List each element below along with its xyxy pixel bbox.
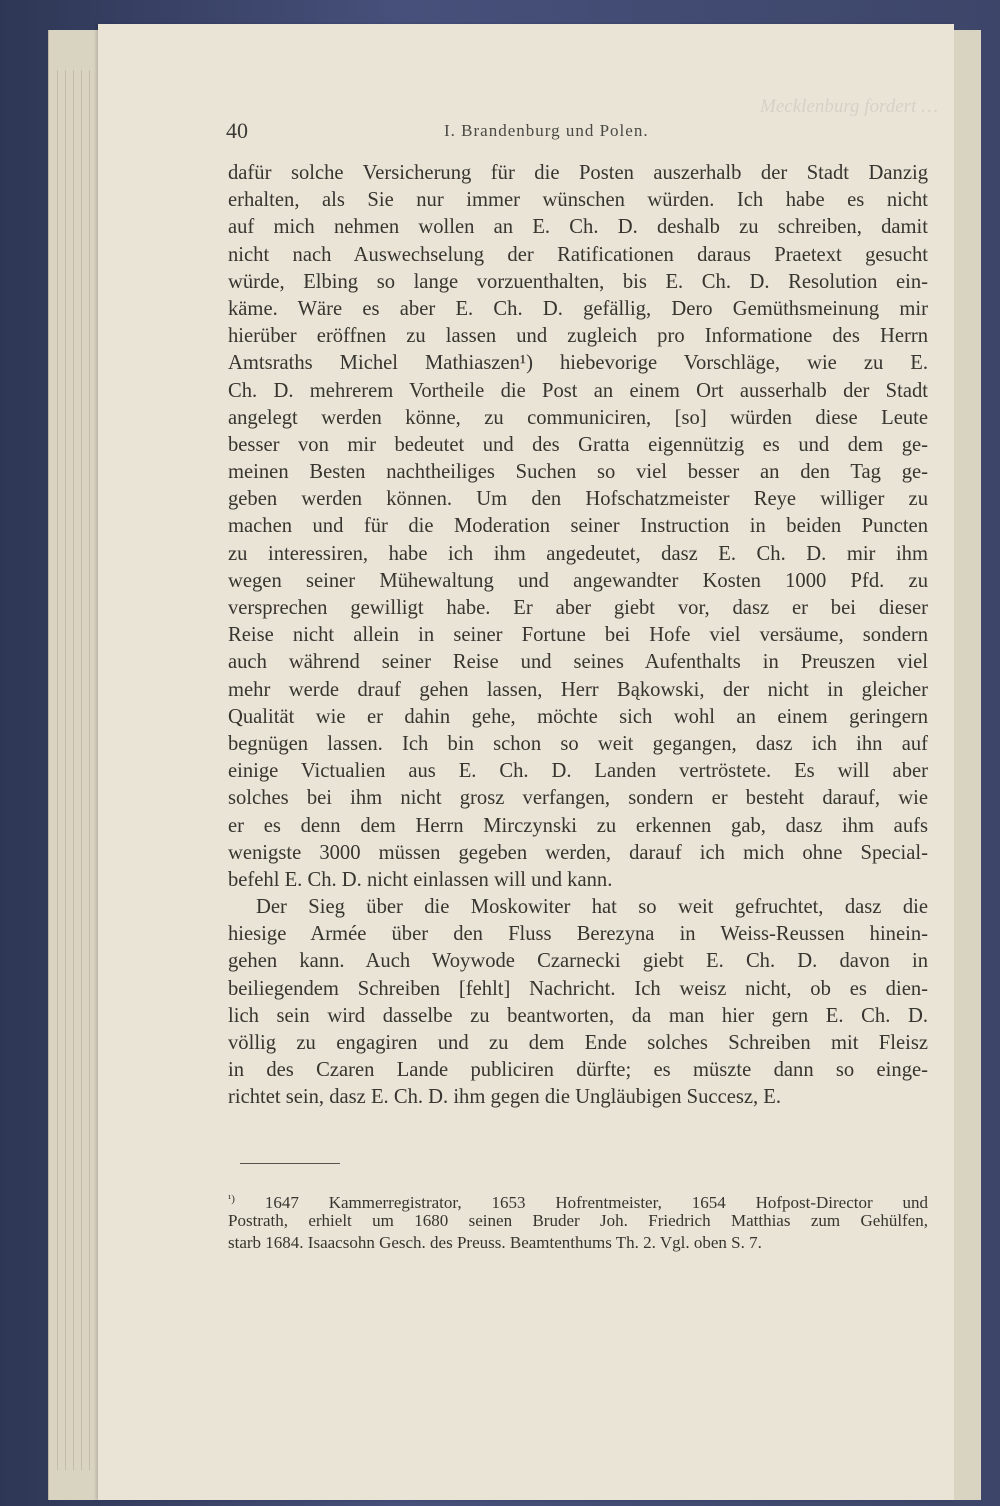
body-line: hierüber eröffnen zu lassen und zugleich pro Informatione des Herrn bbox=[228, 325, 928, 348]
body-line: gehen kann. Auch Woywode Czarnecki giebt E. Ch. D. davon in bbox=[228, 950, 928, 973]
body-line: zu interessiren, habe ich ihm angedeutet, dasz E. Ch. D. mir ihm bbox=[228, 542, 928, 565]
body-line: würde, Elbing so lange vorzuenthalten, bis E. Ch. D. Resolution ein- bbox=[228, 270, 928, 293]
body-line: begnügen lassen. Ich bin schon so weit gegangen, dasz ich ihn auf bbox=[228, 732, 928, 755]
body-line: käme. Wäre es aber E. Ch. D. gefällig, Dero Gemüthsmeinung mir bbox=[228, 297, 928, 320]
body-line: auf mich nehmen wollen an E. Ch. D. deshalb zu schreiben, damit bbox=[228, 216, 928, 239]
running-head: I. Brandenburg und Polen. bbox=[444, 121, 649, 140]
body-line: dafür solche Versicherung für die Posten auszerhalb der Stadt Danzig bbox=[228, 162, 928, 184]
footnote-rule bbox=[240, 1163, 340, 1164]
footnote-line: Postrath, erhielt um 1680 seinen Bruder Joh. Friedrich Matthias zum Gehülfen, bbox=[228, 1211, 928, 1230]
footnote-line: $^{^1)}$ 1647 Kammerregistrator, 1653 Hofrentmeister, 1654 Hofpost-Director und bbox=[228, 1193, 929, 1212]
page-header bbox=[226, 118, 946, 158]
body-line: Der Sieg über die Moskowiter hat so weit gefruchtet, dasz die bbox=[256, 896, 928, 919]
body-text bbox=[228, 160, 928, 1112]
footnote bbox=[228, 1188, 928, 1254]
body-line: lich sein wird dasselbe zu beantworten, da man hier gern E. Ch. D. bbox=[228, 1004, 928, 1027]
body-line: machen und für die Moderation seiner Instruction in beiden Puncten bbox=[228, 515, 928, 538]
body-line: er es denn dem Herrn Mirczynski zu erkennen gab, dasz ihm aufs bbox=[228, 814, 928, 837]
body-line: besser von mir bedeutet und des Gratta eigennützig es und dem ge- bbox=[228, 433, 928, 456]
body-line: hiesige Armée über den Fluss Berezyna in Weiss-Reussen hinein- bbox=[228, 923, 928, 946]
body-line: nicht nach Auswechselung der Ratificationen daraus Praetext gesucht bbox=[228, 243, 928, 266]
body-line: versprechen gewilligt habe. Er aber giebt vor, dasz er bei dieser bbox=[228, 597, 928, 619]
body-line: erhalten, als Sie nur immer wünschen würden. Ich habe es nicht bbox=[228, 189, 928, 212]
body-line: angelegt werden könne, zu communiciren, [so] würden diese Leute bbox=[228, 406, 928, 429]
body-line: richtet sein, dasz E. Ch. D. ihm gegen die Ungläubigen Succesz, E. bbox=[228, 1086, 782, 1109]
body-line: wegen seiner Mühewaltung und angewandter Kosten 1000 Pfd. zu bbox=[228, 569, 928, 592]
body-line: Ch. D. mehrerem Vortheile die Post an einem Ort ausserhalb der Stadt bbox=[228, 379, 928, 402]
body-line: geben werden können. Um den Hofschatzmeister Reye williger zu bbox=[228, 488, 928, 511]
body-line: Reise nicht allein in seiner Fortune bei Hofe viel versäume, sondern bbox=[228, 624, 928, 647]
body-line: völlig zu engagiren und zu dem Ende solches Schreiben mit Fleisz bbox=[228, 1032, 928, 1054]
body-line: Qualität wie er dahin gehe, möchte sich wohl an einem geringern bbox=[228, 705, 928, 728]
body-line: in des Czaren Lande publiciren dürfte; es müszte dann so einge- bbox=[228, 1059, 928, 1082]
body-line: auch während seiner Reise und seines Aufenthalts in Preuszen viel bbox=[228, 651, 928, 674]
body-line: befehl E. Ch. D. nicht einlassen will und kann. bbox=[228, 868, 613, 891]
body-line: mehr werde drauf gehen lassen, Herr Bąkowski, der nicht in gleicher bbox=[228, 678, 928, 701]
body-line: meinen Besten nachtheiliges Suchen so viel besser an den Tag ge- bbox=[228, 461, 928, 484]
body-line: beiliegendem Schreiben [fehlt] Nachricht. Ich weisz nicht, ob es dien- bbox=[228, 977, 928, 1000]
footnote-marker: ¹) bbox=[228, 1193, 235, 1205]
body-line: solches bei ihm nicht grosz verfangen, sondern er besteht darauf, wie bbox=[228, 787, 928, 810]
body-line: Amtsraths Michel Mathiaszen¹) hiebevorige Vorschläge, wie zu E. bbox=[228, 352, 928, 375]
body-line: wenigste 3000 müssen gegeben werden, darauf ich mich ohne Special- bbox=[228, 841, 928, 864]
body-line: einige Victualien aus E. Ch. D. Landen vertröstete. Es will aber bbox=[228, 760, 928, 783]
page-number: 40 bbox=[226, 118, 248, 143]
footnote-line: starb 1684. Isaacsohn Gesch. des Preuss. Beamtenthums Th. 2. Vgl. oben S. 7. bbox=[228, 1233, 762, 1252]
